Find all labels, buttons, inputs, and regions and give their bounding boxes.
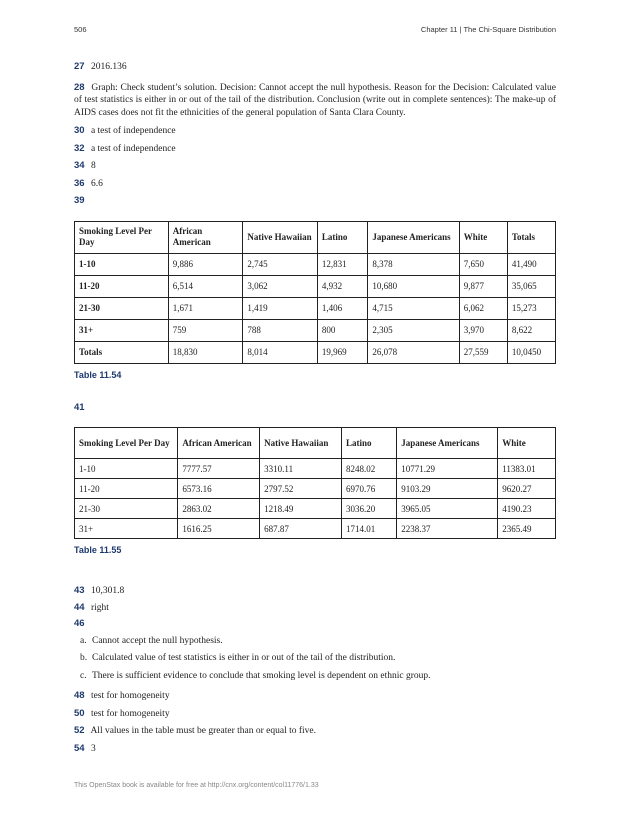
answer-number: 34 (74, 160, 85, 171)
table-cell: 7,650 (459, 253, 507, 275)
table-cell: 8,378 (368, 253, 459, 275)
table-cell: 3,970 (459, 319, 507, 341)
table-cell: 11383.01 (498, 459, 556, 479)
table-cell: 31+ (75, 519, 178, 539)
table-cell: 21-30 (75, 499, 178, 519)
list-text: Cannot accept the null hypothesis. (92, 635, 223, 646)
table-cell: 31+ (75, 319, 169, 341)
answer-number: 36 (74, 177, 85, 189)
table-cell: 2238.37 (397, 519, 498, 539)
table-cell: 41,490 (507, 253, 555, 275)
table-cell: 9,886 (168, 253, 243, 275)
table-cell: 1616.25 (178, 519, 260, 539)
answer-28 (74, 82, 556, 120)
table-cell: 2,305 (368, 319, 459, 341)
answer-number: 28 (74, 81, 85, 93)
table-cell: 26,078 (368, 341, 459, 363)
answer-text: a test of independence (90, 143, 176, 154)
table-cell: 800 (317, 319, 368, 341)
table-cell: 27,559 (459, 341, 507, 363)
table-cell: 6970.76 (341, 479, 396, 499)
table-cell: 3,062 (243, 275, 318, 297)
table-cell: 10,680 (368, 275, 459, 297)
answer-text: 6.6 (90, 178, 103, 189)
table-cell: 788 (243, 319, 318, 341)
answer-number: 50 (74, 707, 85, 719)
header-cell: Totals (507, 221, 555, 253)
table-cell: 6,514 (168, 275, 243, 297)
table-cell: 10,0450 (507, 341, 555, 363)
header-cell: Latino (317, 221, 368, 253)
table-cell: 11-20 (75, 275, 169, 297)
table-header-row (75, 428, 556, 459)
table-cell: 6,062 (459, 297, 507, 319)
table-cell: 1714.01 (341, 519, 396, 539)
list-item (80, 652, 556, 665)
list-letter: b. (80, 653, 88, 663)
table-11-54 (74, 221, 556, 364)
list-letter: c. (80, 670, 87, 681)
answer-text: All values in the table must be greater than or equal to five. (90, 726, 316, 736)
table-cell: Totals (75, 341, 169, 363)
table-cell: 9103.29 (397, 479, 498, 499)
answer-text: 10,301.8 (90, 586, 125, 596)
answer-number: 41 (74, 401, 85, 413)
header-cell: White (459, 221, 507, 253)
table-cell: 1-10 (75, 253, 169, 275)
answer-text: a test of independence (90, 126, 176, 136)
table-cell: 18,830 (168, 341, 243, 363)
table-cell: 6573.16 (178, 479, 260, 499)
table-cell: 1,671 (168, 297, 243, 319)
table-11-55 (74, 427, 556, 539)
header-cell: Native Hawaiian (243, 221, 318, 253)
table-cell: 759 (168, 319, 243, 341)
table-cell: 2,745 (243, 253, 318, 275)
header-cell: Latino (341, 428, 396, 459)
answer-number: 52 (74, 725, 85, 736)
answer-number: 46 (74, 618, 85, 629)
table-header-row (75, 221, 556, 253)
table-cell: 3310.11 (260, 459, 342, 479)
header-cell: Japanese Americans (397, 428, 498, 459)
table-cell: 4190.23 (498, 499, 556, 519)
answer-32 (74, 143, 556, 156)
table-caption: Table 11.55 (74, 545, 122, 555)
table-cell: 1-10 (75, 459, 178, 479)
table-cell: 8,622 (507, 319, 555, 341)
table-row (75, 459, 556, 479)
header-cell: White (498, 428, 556, 459)
table-row (75, 519, 556, 539)
table-row (75, 341, 556, 363)
table-cell: 12,831 (317, 253, 368, 275)
table-row (75, 275, 556, 297)
page-header (74, 25, 556, 34)
table-cell: 35,065 (507, 275, 555, 297)
answer-41 (74, 402, 556, 415)
table-row (75, 319, 556, 341)
answer-39 (74, 195, 556, 208)
answer-text: Graph: Check student’s solution. Decision: Cannot accept the null hypothesis. Reason for the Decision: Calculated value of test statistics is either in or out of the tail of the distribution. Conclusion (write out in complete sentences): The make-up of AIDS cases does not fit the ethnicities of the general population of Santa Clara County. (74, 82, 556, 118)
table-cell: 1218.49 (260, 499, 342, 519)
table-row (75, 479, 556, 499)
table-cell: 1,406 (317, 297, 368, 319)
answer-number: 32 (74, 142, 85, 154)
header-cell: Japanese Americans (368, 221, 459, 253)
answer-43 (74, 585, 556, 598)
table-cell: 21-30 (75, 297, 169, 319)
table-cell: 2365.49 (498, 519, 556, 539)
header-cell: Smoking Level Per Day (75, 428, 178, 459)
answer-number: 30 (74, 125, 85, 136)
table-cell: 11-20 (75, 479, 178, 499)
answer-text: test for homogeneity (90, 708, 170, 719)
table-caption: Table 11.54 (74, 369, 122, 380)
answer-text: 2016.136 (90, 62, 127, 72)
table-cell: 10771.29 (397, 459, 498, 479)
answer-30 (74, 125, 556, 138)
table-cell: 4,715 (368, 297, 459, 319)
table-cell: 4,932 (317, 275, 368, 297)
table-cell: 1,419 (243, 297, 318, 319)
answer-50 (74, 708, 556, 721)
list-item (80, 635, 556, 648)
answer-27 (74, 61, 556, 74)
table-cell: 687.87 (260, 519, 342, 539)
answer-number: 54 (74, 742, 85, 754)
answer-34 (74, 160, 556, 173)
table-cell: 8248.02 (341, 459, 396, 479)
page-footer: This OpenStax book is available for free at http://cnx.org/content/col11776/1.33 (74, 782, 319, 789)
table-cell: 2797.52 (260, 479, 342, 499)
header-cell: Smoking Level Per Day (75, 221, 169, 253)
list-letter: a. (80, 635, 87, 646)
page-number: 506 (74, 25, 87, 34)
answer-52 (74, 725, 556, 738)
answer-44 (74, 602, 556, 615)
table-cell: 2863.02 (178, 499, 260, 519)
table-row (75, 253, 556, 275)
answer-text: 3 (90, 743, 96, 754)
answer-text: 8 (90, 161, 96, 171)
header-cell: African American (178, 428, 260, 459)
answer-number: 27 (74, 61, 85, 72)
answer-46-list (74, 635, 556, 683)
table-cell: 19,969 (317, 341, 368, 363)
table-cell: 9620.27 (498, 479, 556, 499)
answer-number: 43 (74, 585, 85, 596)
answer-number: 44 (74, 601, 85, 613)
answer-36 (74, 178, 556, 191)
table-row (75, 499, 556, 519)
table-cell: 15,273 (507, 297, 555, 319)
header-cell: Native Hawaiian (260, 428, 342, 459)
answer-number: 39 (74, 195, 85, 206)
list-item (80, 670, 556, 683)
answer-46 (74, 618, 556, 631)
list-text: There is sufficient evidence to conclude that smoking level is dependent on ethnic group. (92, 670, 431, 681)
table-cell: 7777.57 (178, 459, 260, 479)
list-text: Calculated value of test statistics is either in or out of the tail of the distribution. (92, 653, 396, 663)
header-cell: African American (168, 221, 243, 253)
table-cell: 3965.05 (397, 499, 498, 519)
chapter-title: Chapter 11 | The Chi-Square Distribution (420, 25, 556, 34)
table-cell: 8,014 (243, 341, 318, 363)
answer-48 (74, 690, 556, 703)
answer-text: right (90, 602, 109, 613)
answer-text: test for homogeneity (90, 691, 170, 701)
table-cell: 3036.20 (341, 499, 396, 519)
table-row (75, 297, 556, 319)
table-cell: 9,877 (459, 275, 507, 297)
answer-54 (74, 743, 556, 756)
answer-number: 48 (74, 690, 85, 701)
page-content (74, 58, 556, 755)
